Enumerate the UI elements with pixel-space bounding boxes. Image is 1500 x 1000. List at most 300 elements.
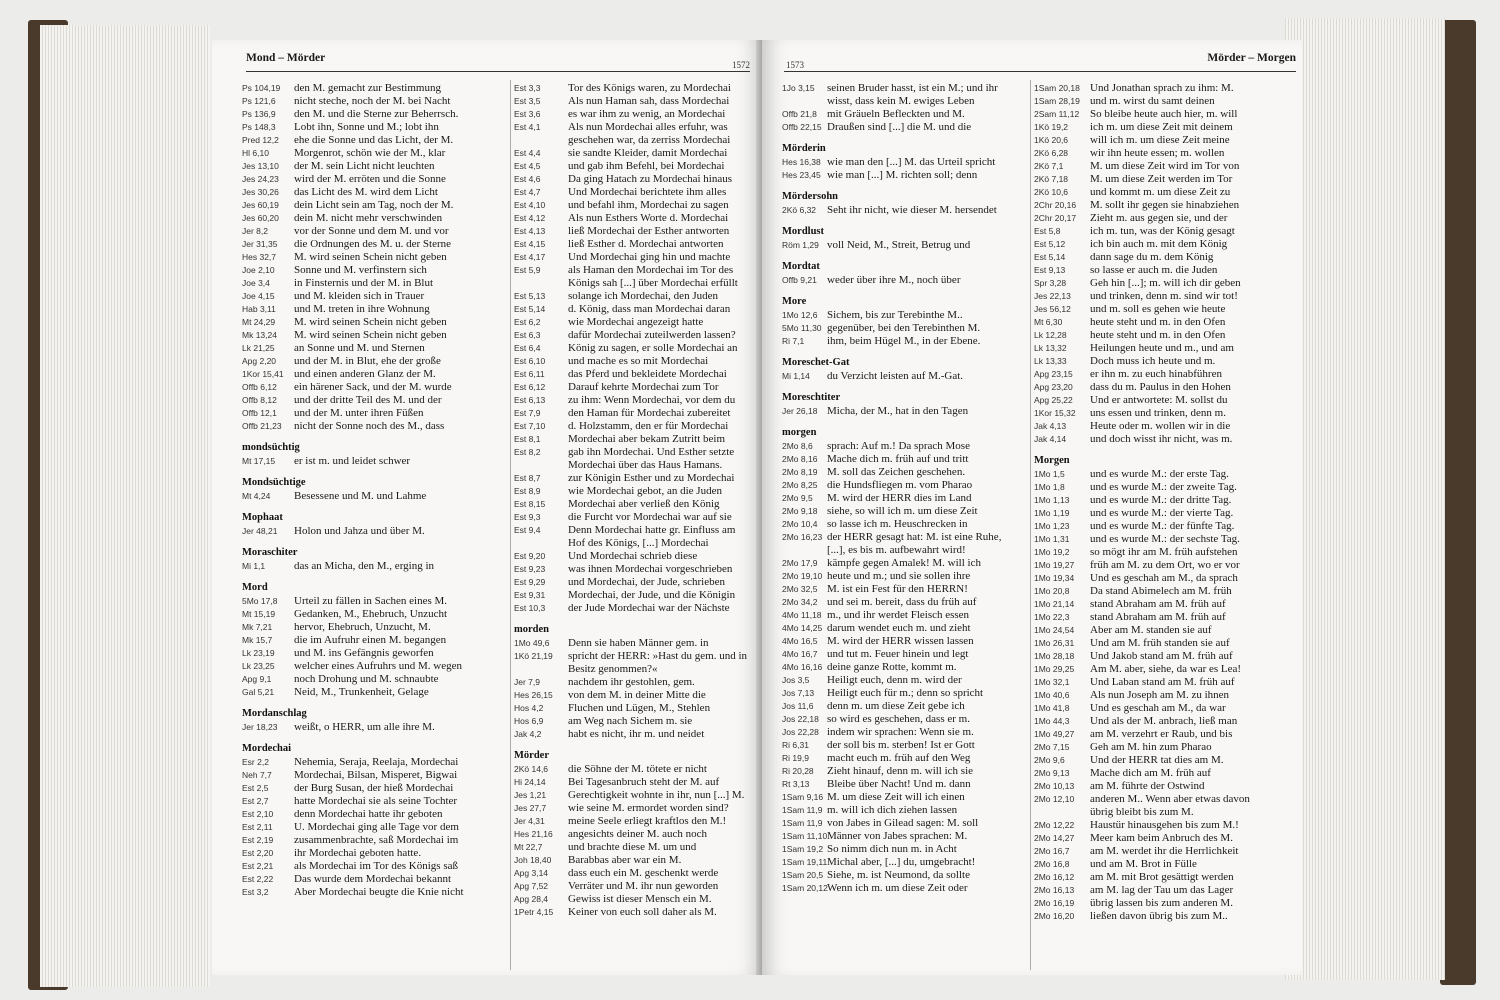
verse-reference: Mi 1,14 xyxy=(782,371,810,381)
verse-excerpt: Draußen sind [...] die M. und die xyxy=(827,121,972,133)
concordance-line xyxy=(514,368,760,381)
concordance-line xyxy=(782,804,1024,817)
verse-excerpt: von Jabes in Gilead sagen: M. soll xyxy=(827,817,979,829)
verse-excerpt: der M. sein Licht nicht leuchten xyxy=(294,160,435,172)
verse-reference: 1Mo 1,5 xyxy=(1034,469,1065,479)
verse-excerpt: Seht ihr nicht, wie dieser M. hersendet xyxy=(827,204,997,216)
verse-reference: Apg 7,52 xyxy=(514,881,549,891)
verse-reference: 5Mo 11,30 xyxy=(782,323,822,333)
page-number-left: 1572 xyxy=(732,60,750,70)
verse-excerpt: gab ihn Mordechai. Und Esther setzte xyxy=(568,446,735,458)
concordance-line xyxy=(514,589,760,602)
verse-excerpt: wie man [...] M. richten soll; denn xyxy=(827,169,978,181)
verse-reference: Est 6,4 xyxy=(514,343,541,353)
verse-excerpt: und einen anderen Glanz der M. xyxy=(294,368,436,380)
concordance-line xyxy=(242,834,504,847)
verse-excerpt: Und Mordechai berichtete ihm alles xyxy=(568,186,727,198)
verse-excerpt: hervor, Ehebruch, Unzucht, M. xyxy=(294,621,431,633)
concordance-line xyxy=(1034,303,1296,316)
verse-reference: Lk 21,25 xyxy=(242,343,275,353)
verse-reference: Hes 21,16 xyxy=(514,829,553,839)
concordance-entry xyxy=(242,743,504,899)
header-rule xyxy=(246,71,750,72)
concordance-line xyxy=(242,277,504,290)
verse-reference: 2Mo 9,6 xyxy=(1034,755,1065,765)
concordance-line xyxy=(782,648,1024,661)
verse-reference: Est 7,10 xyxy=(514,421,546,431)
concordance-entry xyxy=(782,427,1024,895)
verse-reference: 2Mo 8,25 xyxy=(782,480,818,490)
verse-reference: Offb 21,8 xyxy=(782,109,817,119)
concordance-line xyxy=(782,726,1024,739)
verse-excerpt: ich m. um diese Zeit mit deinem xyxy=(1090,121,1233,133)
concordance-line xyxy=(514,472,760,485)
concordance-line xyxy=(242,660,504,673)
verse-reference: Jos 22,28 xyxy=(782,727,819,737)
concordance-line xyxy=(1034,108,1296,121)
verse-reference: Jos 3,5 xyxy=(782,675,810,685)
concordance-line xyxy=(514,238,760,251)
verse-reference: Est 6,3 xyxy=(514,330,541,340)
verse-excerpt: und m. wirst du samt deinen xyxy=(1090,95,1215,107)
verse-excerpt: und sei m. bereit, dass du früh auf xyxy=(827,596,977,608)
verse-excerpt: er ist m. und leidet schwer xyxy=(294,455,411,467)
verse-excerpt: so lasse ich m. Heuschrecken in xyxy=(827,518,968,530)
verse-reference: Est 4,15 xyxy=(514,239,546,249)
verse-excerpt: macht euch m. früh auf den Weg xyxy=(827,752,971,764)
verse-reference: Lk 13,33 xyxy=(1034,356,1067,366)
verse-reference: 2Mo 17,9 xyxy=(782,558,818,568)
entry-keyword: Mordtat xyxy=(782,261,820,272)
verse-excerpt: wie Mordechai angezeigt hatte xyxy=(568,316,704,328)
verse-reference: Est 5,14 xyxy=(514,304,546,314)
concordance-line xyxy=(1034,433,1296,446)
verse-reference: 1Mo 1,13 xyxy=(1034,495,1070,505)
verse-reference: Ps 136,9 xyxy=(242,109,276,119)
verse-reference: Offb 8,12 xyxy=(242,395,277,405)
concordance-line xyxy=(782,622,1024,635)
concordance-entry xyxy=(782,296,1024,348)
verse-reference: Est 5,13 xyxy=(514,291,546,301)
concordance-line xyxy=(242,134,504,147)
verse-reference: Est 4,13 xyxy=(514,226,546,236)
verse-excerpt: Zieht hinauf, denn m. will ich sie xyxy=(827,765,974,777)
verse-excerpt: und es wurde M.: der erste Tag. xyxy=(1090,468,1229,480)
verse-reference: Lk 12,28 xyxy=(1034,330,1067,340)
concordance-line xyxy=(242,173,504,186)
verse-excerpt: Denn Mordechai hatte gr. Einfluss am xyxy=(568,524,736,536)
verse-reference: Est 9,3 xyxy=(514,512,541,522)
verse-excerpt: und befahl ihm, Mordechai zu sagen xyxy=(568,199,729,211)
concordance-line xyxy=(782,405,1024,418)
verse-excerpt: die Hundsfliegen m. vom Pharao xyxy=(827,479,973,491)
concordance-line xyxy=(242,264,504,277)
verse-reference: Est 9,31 xyxy=(514,590,546,600)
verse-reference: Est 10,3 xyxy=(514,603,546,613)
concordance-line xyxy=(1034,134,1296,147)
verse-excerpt: ließ Mordechai der Esther antworten xyxy=(568,225,730,237)
verse-reference: 1Kö 20,6 xyxy=(1034,135,1069,145)
verse-excerpt: Morgenrot, schön wie der M., klar xyxy=(294,147,446,159)
concordance-entry xyxy=(242,512,504,538)
verse-excerpt: gegenüber, bei den Terebinthen M. xyxy=(827,322,981,334)
verse-reference: Est 5,14 xyxy=(1034,252,1066,262)
concordance-line xyxy=(514,407,760,420)
column-separator xyxy=(510,80,511,970)
concordance-line xyxy=(514,225,760,238)
concordance-line xyxy=(1034,507,1296,520)
verse-reference: Jer 7,9 xyxy=(514,677,540,687)
verse-reference: 1Mo 12,6 xyxy=(782,310,818,320)
verse-excerpt: dann sage du m. dem König xyxy=(1090,251,1214,263)
entry-keyword: Mördersohn xyxy=(782,191,838,202)
verse-reference: Mk 7,21 xyxy=(242,622,273,632)
concordance-line xyxy=(1034,520,1296,533)
verse-reference: Est 4,10 xyxy=(514,200,546,210)
verse-excerpt: d. Holzstamm, den er für Mordechai xyxy=(568,420,729,432)
verse-excerpt: wie man den [...] M. das Urteil spricht xyxy=(827,156,996,168)
verse-reference: 1Mo 49,6 xyxy=(514,638,550,648)
verse-reference: 2Mo 16,23 xyxy=(782,532,823,542)
concordance-line xyxy=(514,841,760,854)
verse-excerpt: M. wird der HERR dies im Land xyxy=(827,492,972,504)
concordance-line xyxy=(242,886,504,899)
verse-excerpt: wisst, dass kein M. ewiges Leben xyxy=(827,95,975,107)
verse-reference: 1Mo 1,19 xyxy=(1034,508,1070,518)
concordance-line xyxy=(242,186,504,199)
concordance-line xyxy=(1034,199,1296,212)
concordance-line xyxy=(1034,147,1296,160)
concordance-line xyxy=(242,303,504,316)
concordance-line xyxy=(242,108,504,121)
verse-reference: 1Mo 40,6 xyxy=(1034,690,1070,700)
verse-excerpt: Heiligt euch für m.; denn so spricht xyxy=(827,687,984,699)
verse-reference: 1Kor 15,32 xyxy=(1034,408,1076,418)
verse-excerpt: Mordechai über das Haus Hamans. xyxy=(568,459,723,471)
verse-reference: Est 5,8 xyxy=(1034,226,1061,236)
verse-reference: 1Mo 41,8 xyxy=(1034,703,1070,713)
concordance-line xyxy=(782,830,1024,843)
concordance-line xyxy=(242,525,504,538)
concordance-entry xyxy=(782,82,1024,134)
entry-keyword: More xyxy=(782,296,807,307)
verse-reference: Apg 3,14 xyxy=(514,868,549,878)
concordance-line xyxy=(1034,342,1296,355)
verse-excerpt: das an Micha, den M., erging in xyxy=(294,560,435,572)
verse-excerpt: spricht der HERR: »Hast du gem. und in xyxy=(568,650,748,662)
verse-excerpt: am M. führte der Ostwind xyxy=(1090,780,1205,792)
concordance-line xyxy=(514,212,760,225)
concordance-line xyxy=(514,815,760,828)
concordance-line xyxy=(1034,368,1296,381)
verse-excerpt: Gedanken, M., Ehebruch, Unzucht xyxy=(294,608,448,620)
verse-excerpt: Gewiss ist dieser Mensch ein M. xyxy=(568,893,712,905)
verse-excerpt: kämpfe gegen Amalek! M. will ich xyxy=(827,557,981,569)
verse-excerpt: d. König, dass man Mordechai daran xyxy=(568,303,731,315)
page-edges-right xyxy=(1285,18,1445,980)
concordance-line xyxy=(782,82,1024,95)
verse-reference: Offb 22,15 xyxy=(782,122,822,132)
verse-excerpt: was ihnen Mordechai vorgeschrieben xyxy=(568,563,733,575)
verse-reference: Est 2,22 xyxy=(242,874,274,884)
verse-excerpt: Bleibe über Nacht! Und m. dann xyxy=(827,778,971,790)
verse-excerpt: ein härener Sack, und der M. wurde xyxy=(294,381,452,393)
concordance-line xyxy=(514,854,760,867)
verse-excerpt: du Verzicht leisten auf M.-Gat. xyxy=(827,370,964,382)
verse-reference: 2Kö 7,18 xyxy=(1034,174,1069,184)
verse-reference: 1Mo 20,8 xyxy=(1034,586,1070,596)
concordance-line xyxy=(242,860,504,873)
verse-excerpt: M. um diese Zeit werden im Tor xyxy=(1090,173,1233,185)
concordance-line xyxy=(1034,546,1296,559)
verse-excerpt: siehe, so will ich m. um diese Zeit xyxy=(827,505,978,517)
verse-reference: Est 4,7 xyxy=(514,187,541,197)
concordance-line xyxy=(1034,329,1296,342)
verse-excerpt: heute steht und m. in den Ofen xyxy=(1090,316,1226,328)
verse-reference: 2Kö 14,6 xyxy=(514,764,549,774)
verse-reference: 2Mo 12,22 xyxy=(1034,820,1075,830)
verse-reference: Jes 56,12 xyxy=(1034,304,1071,314)
concordance-line xyxy=(782,843,1024,856)
concordance-line xyxy=(514,186,760,199)
verse-reference: Ri 7,1 xyxy=(782,336,805,346)
verse-excerpt: und es wurde M.: der dritte Tag. xyxy=(1090,494,1232,506)
concordance-line xyxy=(782,557,1024,570)
verse-reference: Lk 13,32 xyxy=(1034,343,1067,353)
concordance-line xyxy=(1034,741,1296,754)
concordance-line xyxy=(1034,160,1296,173)
verse-excerpt: Hof des Königs, [...] Mordechai xyxy=(568,537,709,549)
concordance-line xyxy=(1034,238,1296,251)
verse-reference: Est 6,12 xyxy=(514,382,546,392)
verse-reference: 1Mo 1,31 xyxy=(1034,534,1070,544)
verse-reference: 2Mo 19,10 xyxy=(782,571,823,581)
verse-excerpt: Aber am M. standen sie auf xyxy=(1090,624,1212,636)
verse-reference: 4Mo 11,18 xyxy=(782,610,822,620)
verse-excerpt: der Burg Susan, der hieß Mordechai xyxy=(294,782,454,794)
concordance-line xyxy=(514,511,760,524)
verse-excerpt: Siehe, m. ist Neumond, da sollte xyxy=(827,869,970,881)
verse-reference: Ri 6,31 xyxy=(782,740,809,750)
concordance-entry xyxy=(782,226,1024,252)
entry-keyword: Moraschiter xyxy=(242,547,298,558)
verse-reference: Jes 60,20 xyxy=(242,213,279,223)
concordance-line xyxy=(1034,95,1296,108)
verse-excerpt: U. Mordechai ging alle Tage vor dem xyxy=(294,821,459,833)
verse-excerpt: und trinken, denn m. sind wir tot! xyxy=(1090,290,1238,302)
verse-reference: 2Mo 16,8 xyxy=(1034,859,1070,869)
verse-reference: Ri 20,28 xyxy=(782,766,814,776)
concordance-line xyxy=(514,498,760,511)
concordance-line xyxy=(1034,494,1296,507)
verse-reference: Apg 28,4 xyxy=(514,894,549,904)
concordance-line xyxy=(514,251,760,264)
verse-excerpt: Zieht m. aus gegen sie, und der xyxy=(1090,212,1228,224)
verse-reference: Jak 4,13 xyxy=(1034,421,1067,431)
entry-keyword: morden xyxy=(514,624,549,635)
left-page-column-2 xyxy=(514,82,760,928)
verse-excerpt: weder über ihre M., noch über xyxy=(827,274,961,286)
verse-excerpt: Heiligt euch, denn m. wird der xyxy=(827,674,962,686)
concordance-line xyxy=(782,791,1024,804)
concordance-line xyxy=(1034,533,1296,546)
verse-excerpt: Tor des Königs waren, zu Mordechai xyxy=(568,82,731,94)
right-page-column-1 xyxy=(782,82,1024,904)
concordance-line xyxy=(242,368,504,381)
left-page-column-1 xyxy=(242,82,504,908)
verse-reference: Hes 26,15 xyxy=(514,690,553,700)
verse-reference: Mk 15,7 xyxy=(242,635,273,645)
verse-excerpt: voll Neid, M., Streit, Betrug und xyxy=(827,239,971,251)
verse-reference: 2Mo 9,5 xyxy=(782,493,813,503)
verse-excerpt: Das wurde dem Mordechai bekannt xyxy=(294,873,452,885)
concordance-line xyxy=(1034,481,1296,494)
concordance-line xyxy=(514,676,760,689)
verse-excerpt: am M. mit Brot gesättigt werden xyxy=(1090,871,1234,883)
verse-reference: 1Sam 11,9 xyxy=(782,805,823,815)
concordance-line xyxy=(242,420,504,433)
verse-reference: 4Mo 16,5 xyxy=(782,636,818,646)
concordance-line xyxy=(1034,806,1296,819)
concordance-line xyxy=(782,752,1024,765)
concordance-line xyxy=(514,264,760,277)
verse-excerpt: Mordechai, Bilsan, Misperet, Bigwai xyxy=(294,769,458,781)
verse-excerpt: Und Mordechai ging hin und machte xyxy=(568,251,731,263)
verse-excerpt: das Licht des M. wird dem Licht xyxy=(294,186,438,198)
verse-reference: Apg 23,15 xyxy=(1034,369,1073,379)
verse-excerpt: indem wir sprachen: Wenn sie m. xyxy=(827,726,974,738)
verse-reference: 1Kö 21,19 xyxy=(514,651,553,661)
concordance-line xyxy=(1034,754,1296,767)
verse-excerpt: darum wendet euch m. und zieht xyxy=(827,622,971,634)
verse-reference: Est 2,7 xyxy=(242,796,269,806)
verse-excerpt: und M. ins Gefängnis geworfen xyxy=(294,647,434,659)
verse-excerpt: Aber Mordechai beugte die Knie nicht xyxy=(294,886,464,898)
verse-excerpt: seinen Bruder hasst, ist ein M.; und ihr xyxy=(827,82,998,94)
verse-reference: Hi 24,14 xyxy=(514,777,546,787)
verse-excerpt: welcher eines Aufruhrs und M. wegen xyxy=(294,660,463,672)
concordance-entry xyxy=(782,357,1024,383)
verse-reference: Jes 24,23 xyxy=(242,174,279,184)
concordance-line xyxy=(782,700,1024,713)
verse-excerpt: wir ihn heute essen; m. wollen xyxy=(1090,147,1225,159)
concordance-line xyxy=(1034,611,1296,624)
entry-keyword: Mord xyxy=(242,582,268,593)
verse-excerpt: Und als der M. anbrach, ließ man xyxy=(1090,715,1238,727)
concordance-entry xyxy=(1034,455,1296,923)
concordance-line xyxy=(1034,82,1296,95)
concordance-line xyxy=(514,828,760,841)
concordance-line xyxy=(242,673,504,686)
concordance-line xyxy=(514,420,760,433)
concordance-line xyxy=(242,795,504,808)
verse-excerpt: Und Jonathan sprach zu ihm: M. xyxy=(1090,82,1234,94)
verse-reference: Lk 23,25 xyxy=(242,661,275,671)
concordance-line xyxy=(514,776,760,789)
verse-reference: 1Mo 26,31 xyxy=(1034,638,1075,648)
verse-excerpt: M. wird seinen Schein nicht geben xyxy=(294,316,447,328)
verse-excerpt: denn m. um diese Zeit gebe ich xyxy=(827,700,965,712)
concordance-line xyxy=(1034,715,1296,728)
concordance-line xyxy=(242,847,504,860)
verse-excerpt: Meer kam beim Anbruch des M. xyxy=(1090,832,1233,844)
verse-reference: 1Mo 1,8 xyxy=(1034,482,1065,492)
concordance-line xyxy=(1034,910,1296,923)
verse-reference: Est 3,6 xyxy=(514,109,541,119)
verse-reference: 1Sam 20,5 xyxy=(782,870,824,880)
concordance-line xyxy=(514,446,760,459)
concordance-line xyxy=(514,637,760,650)
concordance-line xyxy=(1034,871,1296,884)
concordance-line xyxy=(1034,767,1296,780)
verse-reference: Hos 6,9 xyxy=(514,716,544,726)
verse-excerpt: ließ Esther d. Mordechai antworten xyxy=(568,238,724,250)
verse-reference: 1Sam 20,18 xyxy=(1034,83,1080,93)
verse-excerpt: ehe die Sonne und das Licht, der M. xyxy=(294,134,454,146)
concordance-line xyxy=(514,867,760,880)
concordance-entry xyxy=(242,82,504,433)
verse-reference: 2Mo 8,6 xyxy=(782,441,813,451)
verse-reference: Est 2,20 xyxy=(242,848,274,858)
verse-reference: Est 6,13 xyxy=(514,395,546,405)
verse-reference: 2Mo 9,18 xyxy=(782,506,818,516)
verse-excerpt: Und er antwortete: M. sollst du xyxy=(1090,394,1228,406)
verse-reference: Lk 23,19 xyxy=(242,648,275,658)
verse-excerpt: Denn sie haben Männer gem. in xyxy=(568,637,709,649)
entry-keyword: Mophaat xyxy=(242,512,283,523)
verse-excerpt: ließen davon übrig bis zum M.. xyxy=(1090,910,1228,922)
verse-excerpt: Heilungen heute und m., und am xyxy=(1090,342,1234,354)
verse-reference: Est 9,23 xyxy=(514,564,546,574)
concordance-line xyxy=(514,524,760,537)
concordance-line xyxy=(782,609,1024,622)
verse-excerpt: M. sollt ihr gegen sie hinabziehen xyxy=(1090,199,1240,211)
entry-keyword: Morgen xyxy=(1034,455,1070,466)
concordance-line xyxy=(514,602,760,615)
concordance-line xyxy=(514,82,760,95)
verse-excerpt: früh am M. zu dem Ort, wo er vor xyxy=(1090,559,1240,571)
concordance-line xyxy=(242,238,504,251)
verse-reference: Jes 60,19 xyxy=(242,200,279,210)
verse-reference: Est 9,13 xyxy=(1034,265,1066,275)
verse-excerpt: am M. verzehrt er Raub, und bis xyxy=(1090,728,1233,740)
concordance-line xyxy=(1034,832,1296,845)
concordance-line xyxy=(782,713,1024,726)
entry-keyword: Moreschet-Gat xyxy=(782,357,850,368)
verse-reference: Ps 121,6 xyxy=(242,96,276,106)
verse-excerpt: Lobt ihn, Sonne und M.; lobt ihn xyxy=(294,121,439,133)
verse-excerpt: wird der M. erröten und die Sonne xyxy=(294,173,446,185)
verse-excerpt: mit Gräueln Befleckten und M. xyxy=(827,108,965,120)
verse-excerpt: nachdem ihr gestohlen, gem. xyxy=(568,676,695,688)
concordance-line xyxy=(242,394,504,407)
verse-excerpt: weißt, o HERR, um alle ihre M. xyxy=(294,721,435,733)
verse-excerpt: und am M. Brot in Fülle xyxy=(1090,858,1197,870)
verse-excerpt: als Haman den Mordechai im Tor des xyxy=(568,264,734,276)
concordance-line xyxy=(242,381,504,394)
verse-reference: Est 8,2 xyxy=(514,447,541,457)
concordance-line xyxy=(1034,637,1296,650)
verse-reference: Offb 6,12 xyxy=(242,382,277,392)
concordance-line xyxy=(1034,420,1296,433)
concordance-line xyxy=(1034,277,1296,290)
entry-keyword: Mörder xyxy=(514,750,549,761)
verse-excerpt: den Haman für Mordechai zubereitet xyxy=(568,407,731,419)
concordance-line xyxy=(514,381,760,394)
verse-excerpt: m. will ich dich ziehen lassen xyxy=(827,804,958,816)
concordance-line xyxy=(242,621,504,634)
verse-reference: 1Mo 24,54 xyxy=(1034,625,1075,635)
